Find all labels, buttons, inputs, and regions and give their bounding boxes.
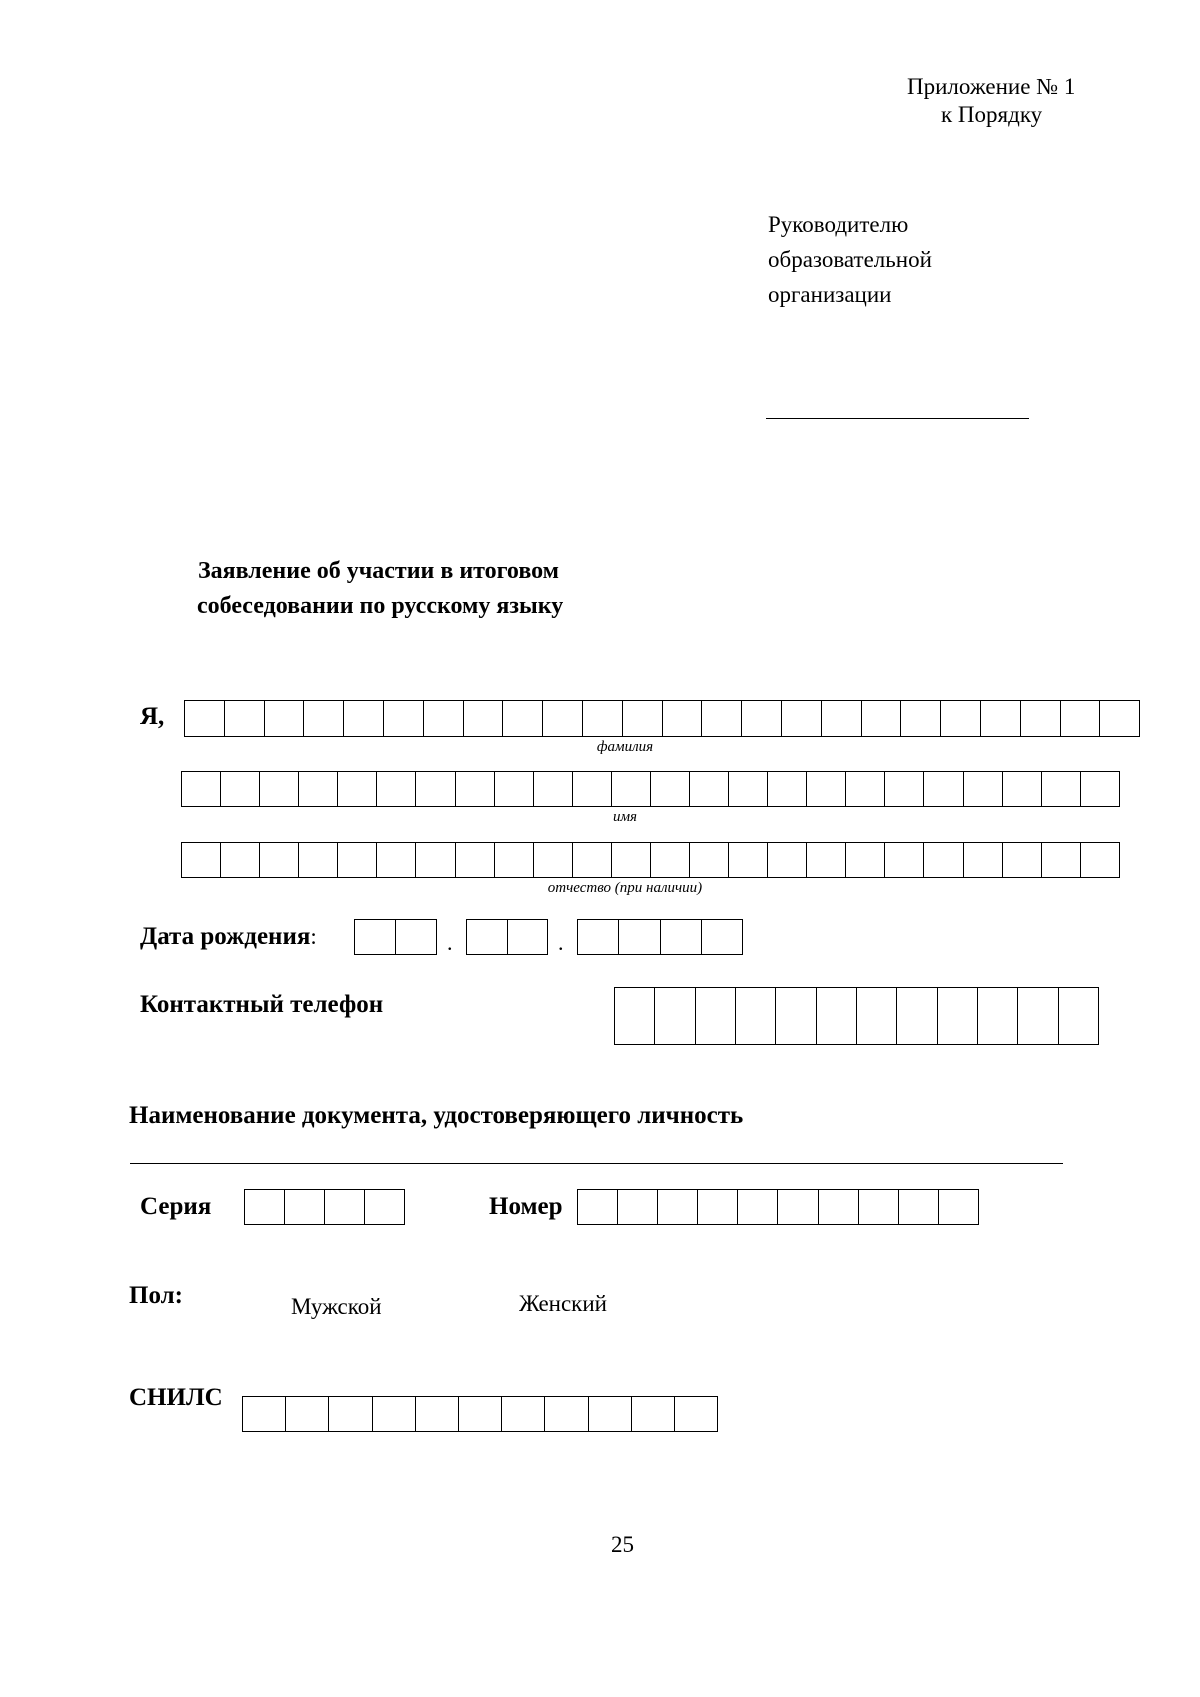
input-cell[interactable]: [701, 701, 741, 736]
input-cell[interactable]: [303, 701, 343, 736]
input-cell[interactable]: [697, 1190, 737, 1224]
document-title-line-1: Заявление об участии в итоговом: [198, 558, 560, 584]
date-separator-1: .: [447, 930, 453, 955]
input-cell[interactable]: [395, 920, 436, 954]
input-cell[interactable]: [1058, 988, 1098, 1044]
input-cell[interactable]: [337, 772, 376, 806]
input-cell[interactable]: [455, 772, 494, 806]
input-cell[interactable]: [845, 772, 884, 806]
input-cell[interactable]: [728, 772, 767, 806]
input-cell[interactable]: [900, 701, 940, 736]
input-cell[interactable]: [977, 988, 1017, 1044]
gender-male-option[interactable]: Мужской: [291, 1294, 382, 1319]
input-cell[interactable]: [494, 843, 533, 877]
input-cell[interactable]: [284, 1190, 324, 1224]
i-label: Я,: [140, 703, 165, 730]
input-cell[interactable]: [455, 843, 494, 877]
input-cell[interactable]: [544, 1397, 587, 1431]
input-cell[interactable]: [858, 1190, 898, 1224]
input-cell[interactable]: [578, 1190, 617, 1224]
input-cell[interactable]: [415, 1397, 458, 1431]
input-cell[interactable]: [415, 843, 454, 877]
name-cells[interactable]: [181, 771, 1120, 807]
input-cell[interactable]: [695, 988, 735, 1044]
input-cell[interactable]: [264, 701, 304, 736]
date-separator-2: .: [558, 930, 564, 955]
input-cell[interactable]: [728, 843, 767, 877]
gender-label: Пол:: [129, 1282, 183, 1309]
input-cell[interactable]: [243, 1397, 285, 1431]
input-cell[interactable]: [328, 1397, 371, 1431]
identity-document-label: Наименование документа, удостоверяющего личность: [129, 1102, 744, 1129]
input-cell[interactable]: [856, 988, 896, 1044]
input-cell[interactable]: [1080, 843, 1119, 877]
input-cell[interactable]: [622, 701, 662, 736]
input-cell[interactable]: [542, 701, 582, 736]
input-cell[interactable]: [458, 1397, 501, 1431]
input-cell[interactable]: [1002, 772, 1041, 806]
patronymic-caption: отчество (при наличии): [547, 880, 703, 896]
input-cell[interactable]: [423, 701, 463, 736]
input-cell[interactable]: [741, 701, 781, 736]
input-cell[interactable]: [337, 843, 376, 877]
input-cell[interactable]: [938, 1190, 978, 1224]
input-cell[interactable]: [654, 988, 694, 1044]
appendix-number: Приложение № 1: [907, 74, 1076, 99]
input-cell[interactable]: [463, 701, 503, 736]
birth-year-cells[interactable]: [577, 919, 743, 955]
input-cell[interactable]: [259, 843, 298, 877]
input-cell[interactable]: [415, 772, 454, 806]
input-cell[interactable]: [582, 701, 622, 736]
input-cell[interactable]: [650, 843, 689, 877]
input-cell[interactable]: [1020, 701, 1060, 736]
input-cell[interactable]: [896, 988, 936, 1044]
input-cell[interactable]: [963, 772, 1002, 806]
input-cell[interactable]: [767, 843, 806, 877]
phone-cells[interactable]: [614, 987, 1099, 1045]
input-cell[interactable]: [821, 701, 861, 736]
input-cell[interactable]: [701, 920, 742, 954]
addressee-line-2: образовательной: [768, 247, 932, 272]
phone-label: Контактный телефон: [140, 991, 384, 1018]
input-cell[interactable]: [507, 920, 548, 954]
identity-document-line[interactable]: [130, 1163, 1063, 1164]
addressee-line-1: Руководителю: [768, 212, 909, 237]
input-cell[interactable]: [182, 843, 220, 877]
input-cell[interactable]: [259, 772, 298, 806]
input-cell[interactable]: [662, 701, 702, 736]
input-cell[interactable]: [674, 1397, 717, 1431]
input-cell[interactable]: [611, 772, 650, 806]
surname-cells[interactable]: [184, 700, 1140, 737]
input-cell[interactable]: [588, 1397, 631, 1431]
input-cell[interactable]: [861, 701, 901, 736]
document-title-line-2: собеседовании по русскому языку: [197, 593, 564, 619]
input-cell[interactable]: [343, 701, 383, 736]
input-cell[interactable]: [1017, 988, 1057, 1044]
input-cell[interactable]: [376, 843, 415, 877]
input-cell[interactable]: [502, 701, 542, 736]
input-cell[interactable]: [806, 772, 845, 806]
input-cell[interactable]: [618, 920, 659, 954]
birth-date-colon: :: [310, 924, 317, 949]
input-cell[interactable]: [1041, 772, 1080, 806]
gender-female-option[interactable]: Женский: [519, 1291, 607, 1316]
input-cell[interactable]: [324, 1190, 364, 1224]
snils-label: СНИЛС: [129, 1384, 223, 1411]
addressee-name-line[interactable]: [766, 418, 1029, 419]
input-cell[interactable]: [689, 843, 728, 877]
input-cell[interactable]: [660, 920, 701, 954]
input-cell[interactable]: [298, 772, 337, 806]
name-caption: имя: [612, 809, 638, 825]
input-cell[interactable]: [845, 843, 884, 877]
patronymic-cells[interactable]: [181, 842, 1120, 878]
addressee-line-3: организации: [768, 282, 892, 307]
input-cell[interactable]: [220, 843, 259, 877]
page-number: 25: [611, 1532, 634, 1557]
number-cells[interactable]: [577, 1189, 979, 1225]
input-cell[interactable]: [735, 988, 775, 1044]
snils-cells[interactable]: [242, 1396, 718, 1432]
input-cell[interactable]: [182, 772, 220, 806]
input-cell[interactable]: [185, 701, 224, 736]
input-cell[interactable]: [980, 701, 1020, 736]
input-cell[interactable]: [615, 988, 654, 1044]
input-cell[interactable]: [940, 701, 980, 736]
input-cell[interactable]: [298, 843, 337, 877]
input-cell[interactable]: [355, 920, 395, 954]
input-cell[interactable]: [781, 701, 821, 736]
input-cell[interactable]: [376, 772, 415, 806]
surname-caption: фамилия: [596, 739, 654, 755]
input-cell[interactable]: [923, 772, 962, 806]
input-cell[interactable]: [1002, 843, 1041, 877]
input-cell[interactable]: [1080, 772, 1119, 806]
input-cell[interactable]: [816, 988, 856, 1044]
input-cell[interactable]: [578, 920, 618, 954]
birth-date-label: Дата рождения: [140, 923, 311, 950]
input-cell[interactable]: [767, 772, 806, 806]
input-cell[interactable]: [1099, 701, 1139, 736]
input-cell[interactable]: [737, 1190, 777, 1224]
appendix-reference: к Порядку: [941, 102, 1043, 127]
series-label: Серия: [140, 1193, 212, 1220]
input-cell[interactable]: [572, 843, 611, 877]
input-cell[interactable]: [657, 1190, 697, 1224]
input-cell[interactable]: [818, 1190, 858, 1224]
input-cell[interactable]: [467, 920, 507, 954]
birth-day-cells[interactable]: [354, 919, 437, 955]
input-cell[interactable]: [372, 1397, 415, 1431]
input-cell[interactable]: [923, 843, 962, 877]
input-cell[interactable]: [806, 843, 845, 877]
input-cell[interactable]: [884, 843, 923, 877]
input-cell[interactable]: [533, 772, 572, 806]
input-cell[interactable]: [937, 988, 977, 1044]
input-cell[interactable]: [650, 772, 689, 806]
input-cell[interactable]: [285, 1397, 328, 1431]
input-cell[interactable]: [689, 772, 728, 806]
input-cell[interactable]: [775, 988, 815, 1044]
input-cell[interactable]: [898, 1190, 938, 1224]
input-cell[interactable]: [631, 1397, 674, 1431]
input-cell[interactable]: [501, 1397, 544, 1431]
input-cell[interactable]: [963, 843, 1002, 877]
input-cell[interactable]: [245, 1190, 284, 1224]
input-cell[interactable]: [1041, 843, 1080, 877]
input-cell[interactable]: [220, 772, 259, 806]
input-cell[interactable]: [617, 1190, 657, 1224]
input-cell[interactable]: [383, 701, 423, 736]
input-cell[interactable]: [884, 772, 923, 806]
input-cell[interactable]: [1060, 701, 1100, 736]
series-cells[interactable]: [244, 1189, 405, 1225]
birth-month-cells[interactable]: [466, 919, 548, 955]
input-cell[interactable]: [364, 1190, 404, 1224]
number-label: Номер: [489, 1193, 563, 1220]
input-cell[interactable]: [572, 772, 611, 806]
input-cell[interactable]: [777, 1190, 817, 1224]
input-cell[interactable]: [224, 701, 264, 736]
input-cell[interactable]: [611, 843, 650, 877]
input-cell[interactable]: [494, 772, 533, 806]
input-cell[interactable]: [533, 843, 572, 877]
